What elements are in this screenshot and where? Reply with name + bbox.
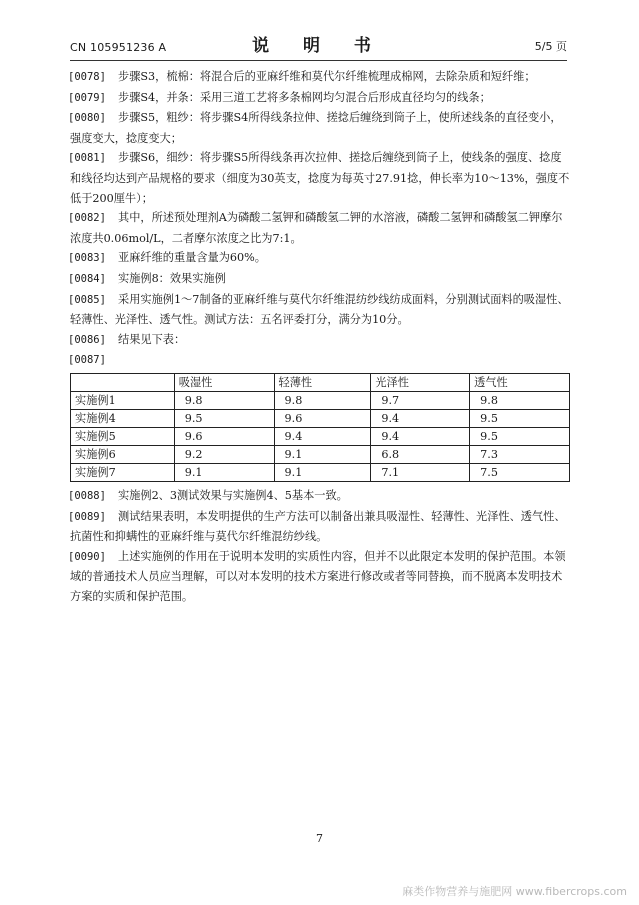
paragraph-number: [0084]: [68, 272, 106, 285]
paragraph-number: [0090]: [68, 550, 106, 563]
table-header-cell: 光泽性: [371, 373, 470, 391]
table-cell: 9.8: [274, 391, 371, 409]
paragraph-text: 步骤S4，并条：采用三道工艺将多条棉网均匀混合后形成直径均匀的线条；: [118, 90, 491, 104]
paragraph-number: [0086]: [68, 333, 106, 346]
table-cell: 9.6: [174, 427, 274, 445]
paragraph: [70, 208, 570, 248]
paragraph: [70, 486, 570, 507]
table-cell: 9.8: [470, 391, 570, 409]
document-body: [70, 67, 570, 606]
paragraph-text: 采用实施例1～7制备的亚麻纤维与莫代尔纤维混纺纱线纺成面料，分别测试面料的吸湿性、轻薄性、光泽性、透气性。测试方法：五名评委打分，满分为10分。: [70, 292, 569, 327]
table-cell: 9.4: [274, 427, 371, 445]
page-number: 7: [316, 832, 323, 845]
paragraph-number: [0082]: [68, 212, 106, 225]
paragraph-text: 结果见下表：: [118, 332, 186, 346]
table-cell: 9.4: [371, 409, 470, 427]
table-cell: 9.6: [274, 409, 371, 427]
table-cell: 9.4: [371, 427, 470, 445]
paragraph-text: 实施例8：效果实施例: [118, 271, 226, 285]
table-cell: 9.1: [274, 463, 371, 481]
table-cell: 7.5: [470, 463, 570, 481]
paragraph-number: [0089]: [68, 510, 106, 523]
table-header-row: [71, 373, 570, 391]
table-cell: 7.1: [371, 463, 470, 481]
row-label-cell: 实施例7: [71, 463, 175, 481]
row-label-cell: 实施例6: [71, 445, 175, 463]
table-cell: 9.5: [470, 409, 570, 427]
paragraph-number: [0085]: [68, 293, 106, 306]
table-row: [71, 427, 570, 445]
paragraph-text: 亚麻纤维的重量含量为60%。: [118, 251, 266, 265]
table-header-cell: 轻薄性: [274, 373, 371, 391]
paragraph: [70, 88, 570, 109]
paragraph: [70, 269, 570, 290]
paragraph-text: 其中，所述预处理剂A为磷酸二氢钾和磷酸氢二钾的水溶液，磷酸二氢钾和磷酸氢二钾摩尔浓度共0.06mol/L，二者摩尔浓度之比为7:1。: [70, 211, 563, 245]
paragraph-text: 步骤S6，细纱：将步骤S5所得线条再次拉伸、搓捻后缠绕到筒子上，使线条的强度、捻度和线径均达到产品规格的要求（细度为30英支，捻度为每英寸27.91捻，伸长率为10～13%，强度不低于200厘牛）；: [70, 151, 570, 205]
row-label-cell: 实施例5: [71, 427, 175, 445]
paragraph: [70, 330, 570, 351]
table-row: [71, 391, 570, 409]
watermark: 麻类作物营养与施肥网 www.fibercrops.com: [402, 885, 627, 898]
table-header-cell: [71, 373, 175, 391]
paragraph-number: [0078]: [68, 71, 106, 83]
paragraph-number: [0088]: [68, 489, 106, 502]
table-row: [71, 463, 570, 481]
table-row: [71, 409, 570, 427]
paragraph-number: [0081]: [68, 152, 106, 165]
paragraph: [70, 290, 570, 330]
paragraph: [70, 148, 570, 208]
table-cell: 9.2: [174, 445, 274, 463]
page-title: 说 明 书: [252, 36, 385, 56]
table-cell: 9.8: [174, 391, 274, 409]
paragraph-number: [0087]: [68, 354, 106, 367]
table-header-cell: 吸湿性: [174, 373, 274, 391]
page-header: [70, 30, 567, 61]
row-label-cell: 实施例4: [71, 409, 175, 427]
table-cell: 9.5: [174, 409, 274, 427]
results-table: [70, 373, 570, 482]
paragraph-list-after: [70, 486, 570, 607]
paragraph-number: [0083]: [68, 252, 106, 265]
paragraph-list-before: [70, 67, 570, 371]
paragraph: [70, 248, 570, 269]
table-row: [71, 445, 570, 463]
table-cell: 7.3: [470, 445, 570, 463]
table-cell: 9.1: [274, 445, 371, 463]
paragraph-number: [0079]: [68, 91, 106, 104]
paragraph: [70, 67, 570, 88]
paragraph: [70, 350, 570, 371]
paragraph-number: [0080]: [68, 112, 106, 125]
paragraph: [70, 507, 570, 547]
paragraph-text: 步骤S5，粗纱：将步骤S4所得线条拉伸、搓捻后缠绕到筒子上，使所述线条的直径变小，强度变大，捻度变大；: [70, 111, 562, 145]
table-header-cell: 透气性: [470, 373, 570, 391]
document-number: CN 105951236 A: [70, 41, 167, 54]
paragraph-text: 步骤S3，梳棉：将混合后的亚麻纤维和莫代尔纤维梳理成棉网，去除杂质和短纤维；: [118, 70, 536, 83]
paragraph: [70, 108, 570, 148]
paragraph-text: 实施例2、3测试效果与实施例4、5基本一致。: [118, 488, 348, 502]
row-label-cell: 实施例1: [71, 391, 175, 409]
table-cell: 9.7: [371, 391, 470, 409]
table-cell: 9.5: [470, 427, 570, 445]
page-count: 5/5 页: [534, 40, 567, 53]
table-cell: 6.8: [371, 445, 470, 463]
table-cell: 9.1: [174, 463, 274, 481]
paragraph-text: 上述实施例的作用在于说明本发明的实质性内容，但并不以此限定本发明的保护范围。本领域的普通技术人员应当理解，可以对本发明的技术方案进行修改或者等同替换，而不脱离本发明技术方案的实质和保护范围。: [70, 549, 566, 603]
paragraph-text: 测试结果表明，本发明提供的生产方法可以制备出兼具吸湿性、轻薄性、光泽性、透气性、抗菌性和抑螨性的亚麻纤维与莫代尔纤维混纺纱线。: [70, 509, 566, 544]
paragraph: [70, 547, 570, 607]
